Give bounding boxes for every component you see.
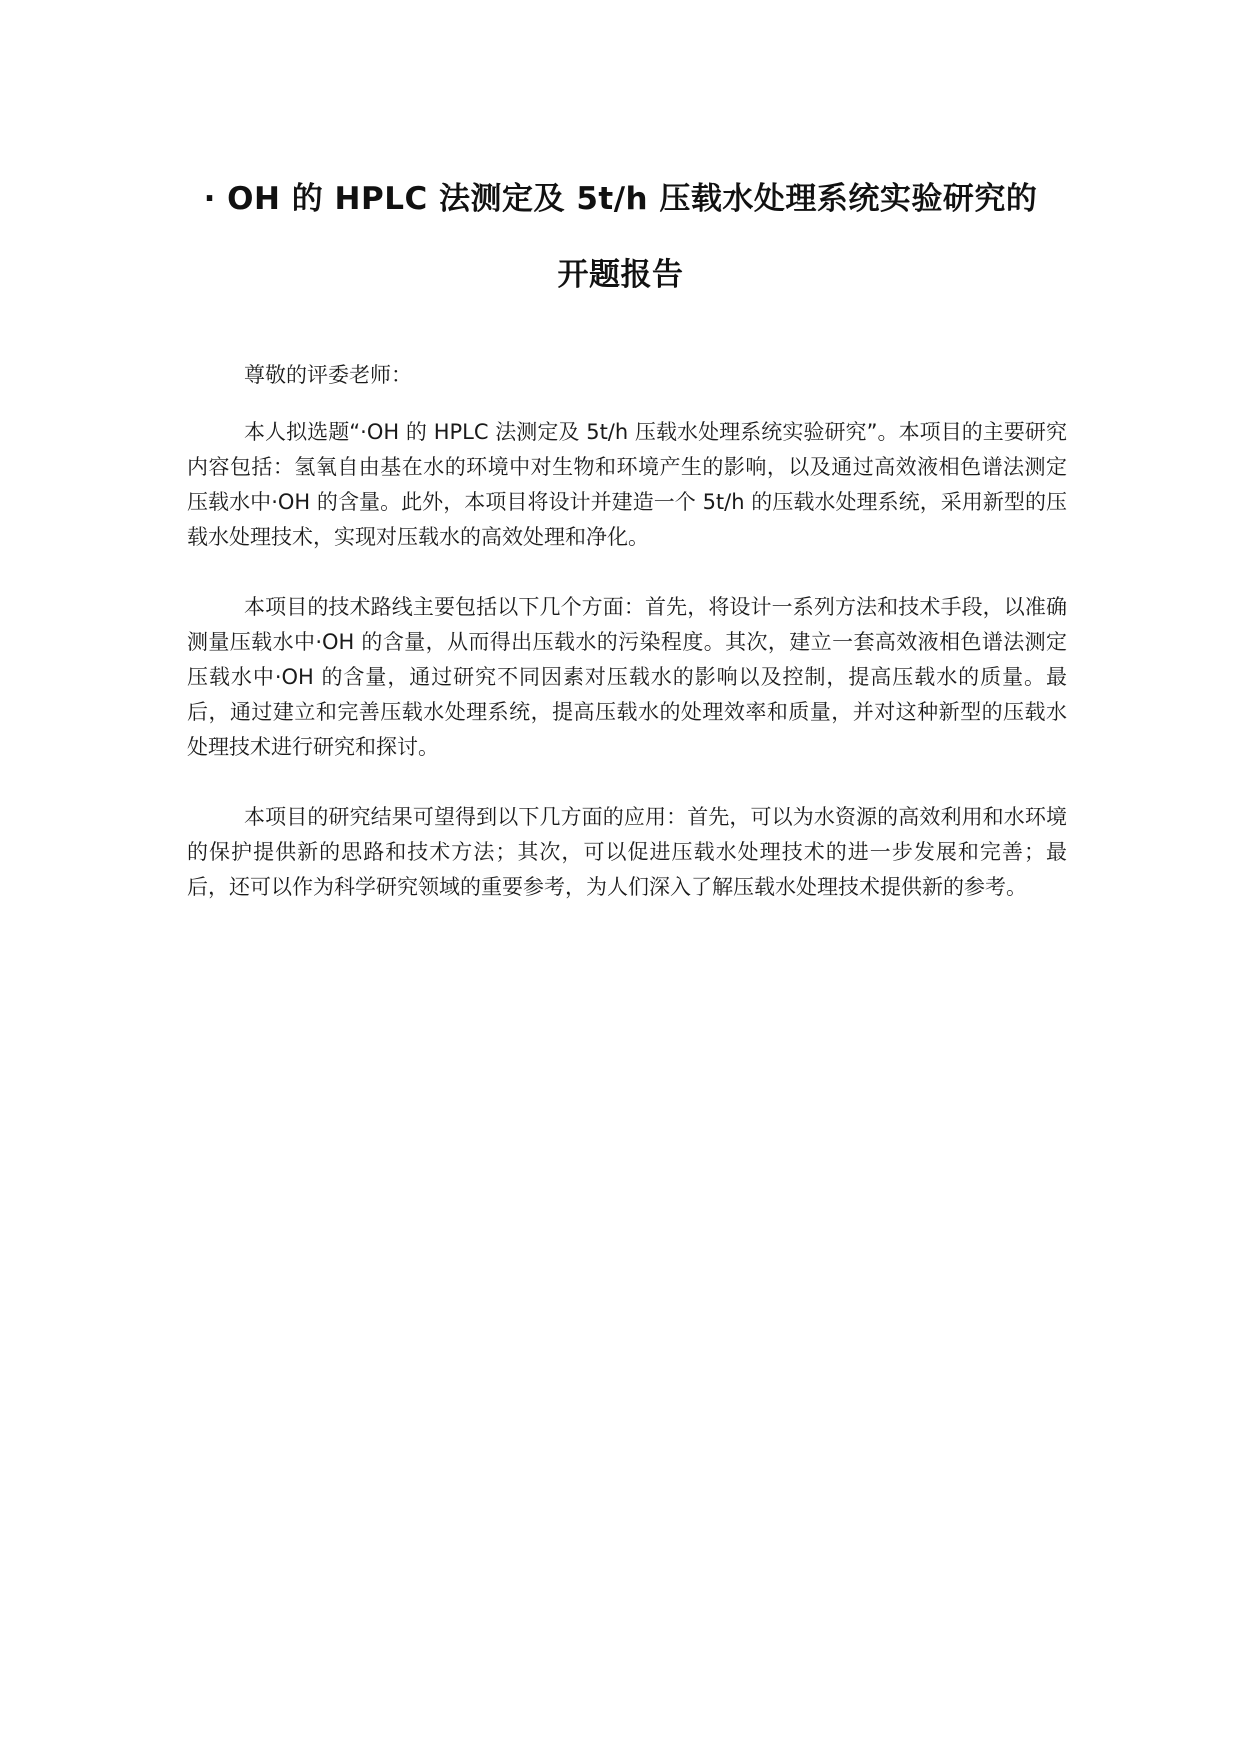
paragraph-applications: 本项目的研究结果可望得到以下几方面的应用：首先，可以为水资源的高效利用和水环境的保护提供新的思路和技术方法；其次，可以促进压载水处理技术的进一步发展和完善；最后，还可以作为科学研究领域的重要参考，为人们深入了解压载水处理技术提供新的参考。 (187, 805, 1067, 899)
document-title-line-2: 开题报告 (557, 257, 684, 293)
paragraph-technical-route: 本项目的技术路线主要包括以下几个方面：首先，将设计一系列方法和技术手段，以准确测量压载水中·OH 的含量，从而得出压载水的污染程度。其次，建立一套高效液相色谱法测定压载水中·OH 的含量，通过研究不同因素对压载水的影响以及控制，提高压载水的质量。最后，通过建立和完善压载水处理系统，提高压载水的处理效率和质量，并对这种新型的压载水处理技术进行研究和探讨。 (187, 595, 1067, 759)
paragraph-topic: 本人拟选题“·OH 的 HPLC 法测定及 5t/h 压载水处理系统实验研究”。本项目的主要研究内容包括：氢氧自由基在水的环境中对生物和环境产生的影响，以及通过高效液相色谱法测定压载水中·OH 的含量。此外，本项目将设计并建造一个 5t/h 的压载水处理系统，采用新型的压载水处理技术，实现对压载水的高效处理和净化。 (187, 420, 1067, 549)
document-title-line-1: · OH 的 HPLC 法测定及 5t/h 压载水处理系统实验研究的 (203, 181, 1038, 217)
salutation: 尊敬的评委老师： (244, 363, 412, 387)
